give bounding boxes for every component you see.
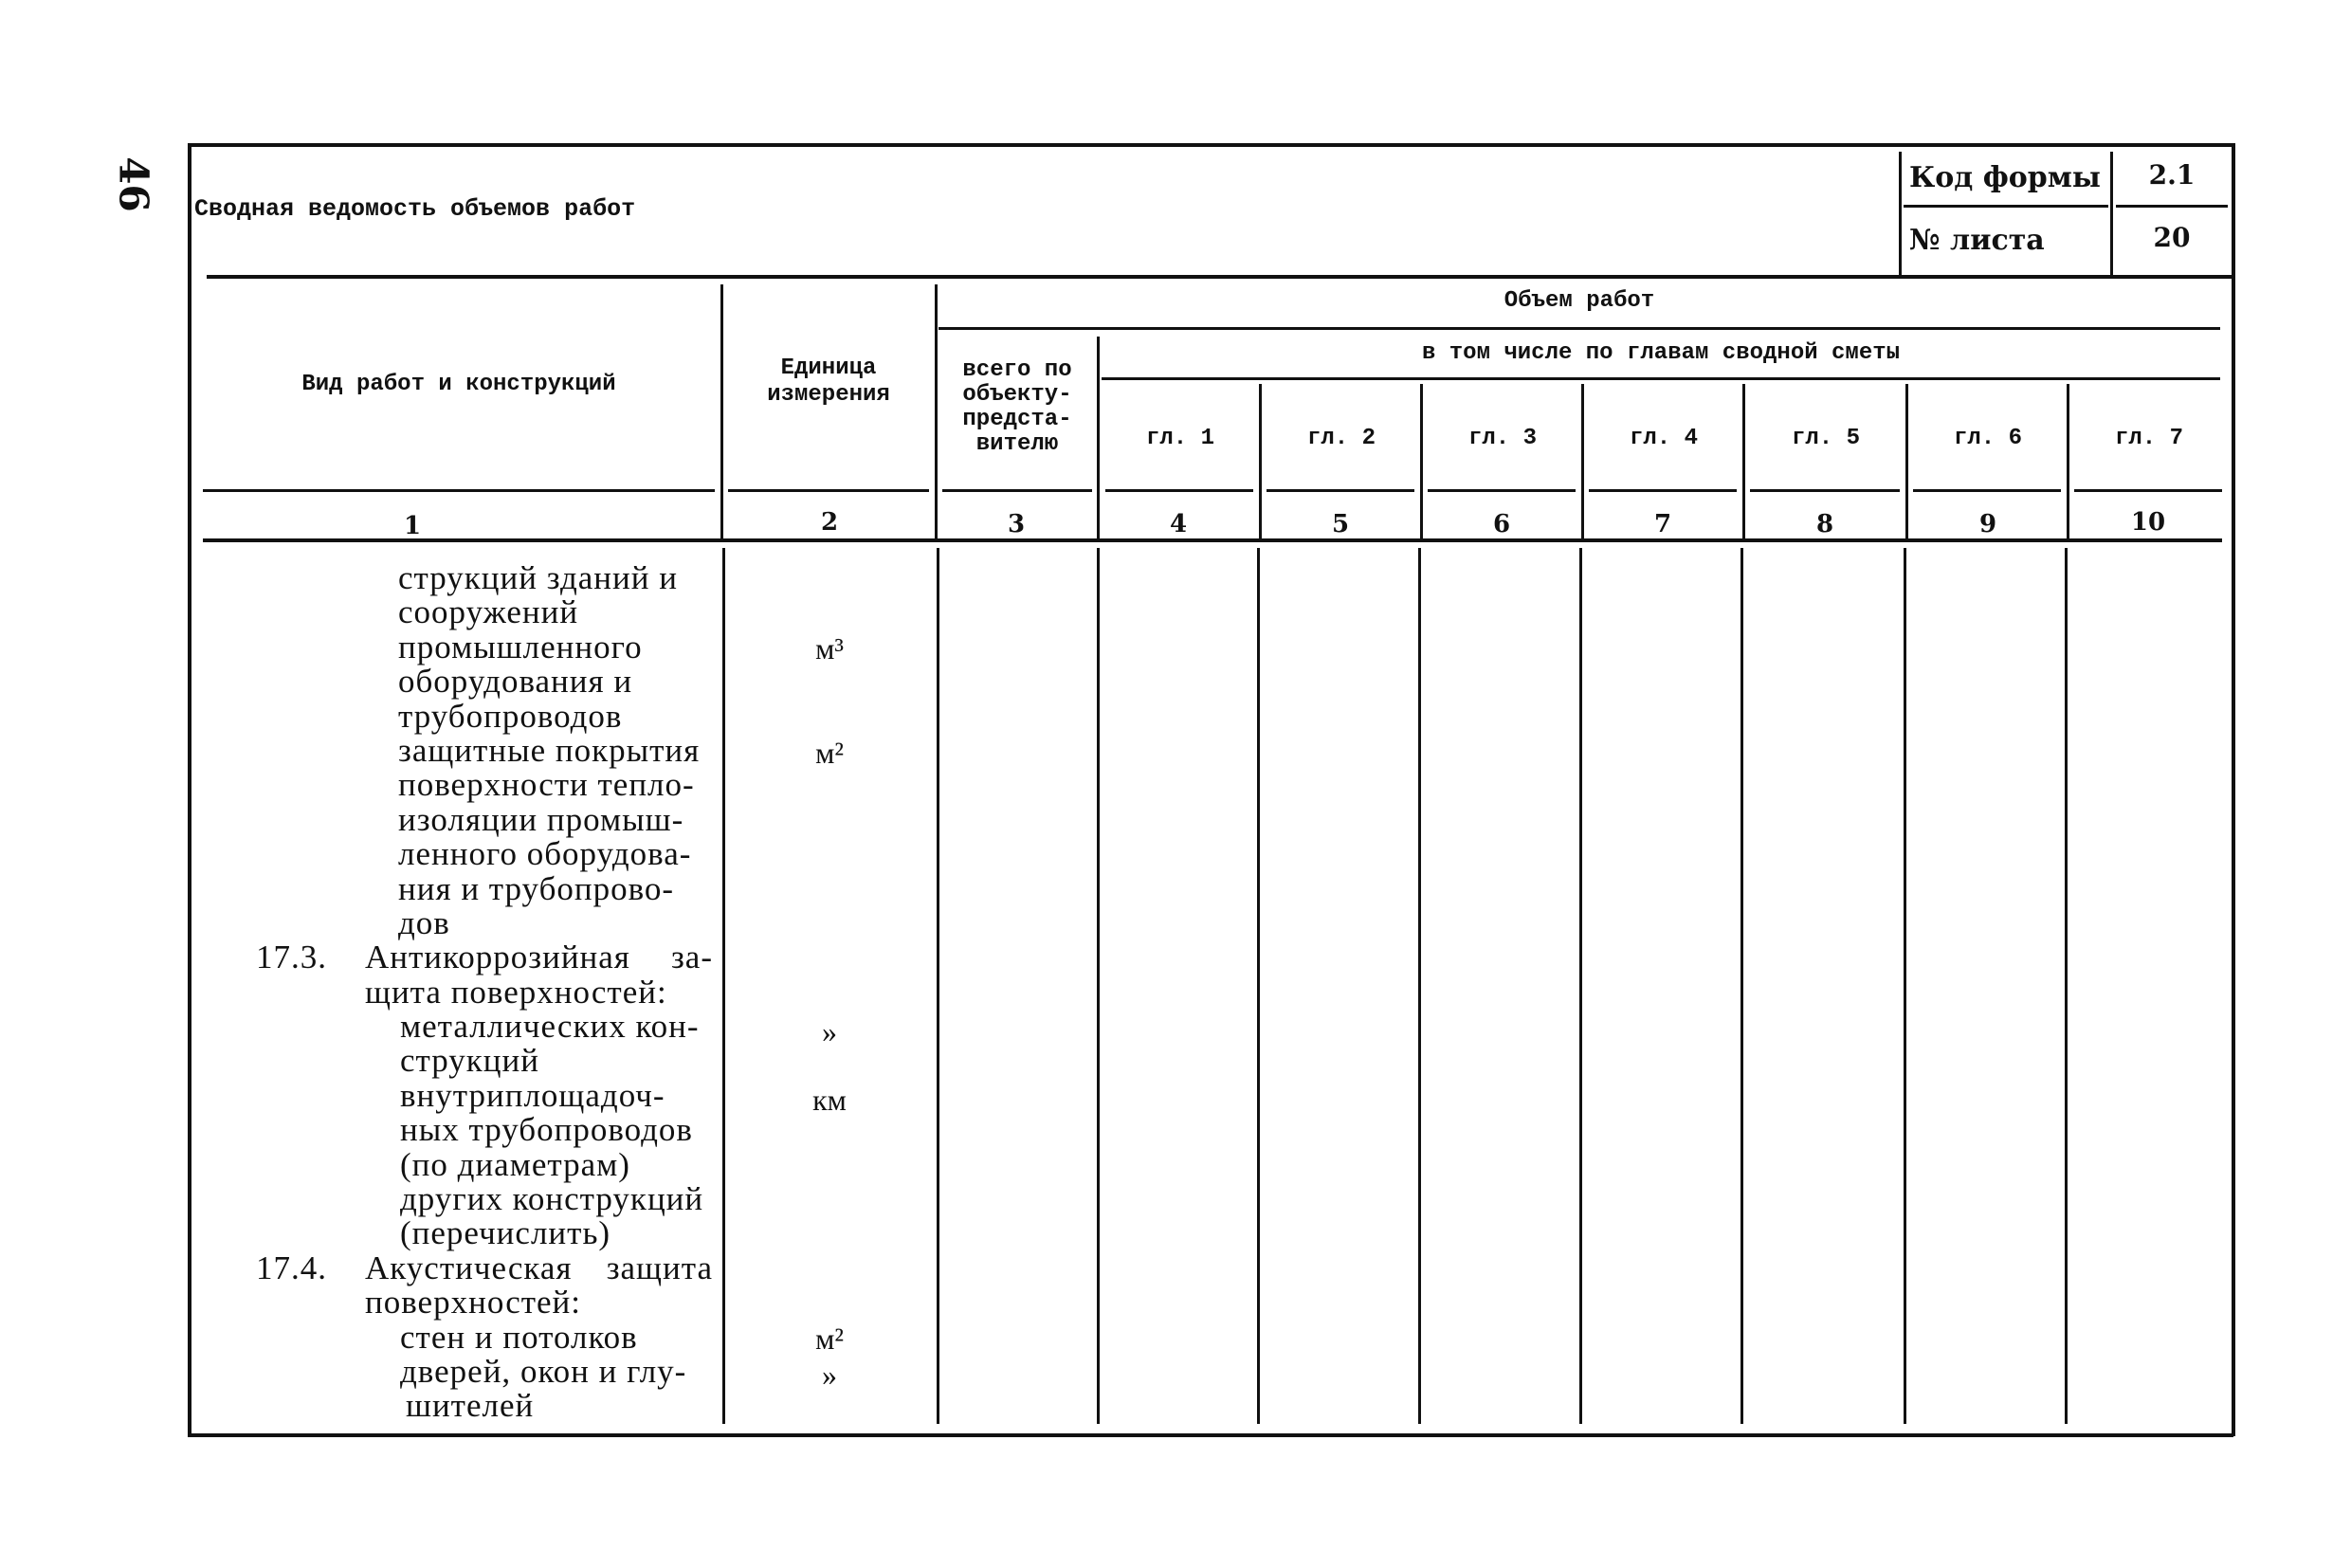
header-total-line3: предста- (962, 407, 1072, 432)
body-sep-6 (1579, 548, 1582, 1424)
body-sep-7 (1740, 548, 1743, 1424)
header-total-line4: вителю (975, 431, 1059, 457)
body-sep-3 (1097, 548, 1100, 1424)
column-number: 5 (1331, 510, 1350, 538)
header-ch5: гл. 5 (1791, 426, 1860, 451)
body-sep-2 (937, 548, 939, 1424)
text-line: струкций (400, 1042, 539, 1080)
text-line (400, 1318, 684, 1356)
word: зданий (546, 559, 650, 596)
unit-value: м³ (815, 631, 844, 665)
volume-rule (939, 327, 2220, 330)
header-underline-1 (203, 489, 715, 492)
header-work-type: Вид работ и конструкций (301, 372, 616, 397)
text-line: трубопроводов (398, 697, 623, 735)
header-underline-6 (1428, 489, 1576, 492)
work-description-block (256, 561, 713, 1424)
text-line (400, 1352, 713, 1390)
text-line: щита поверхностей: (365, 973, 667, 1011)
header-underline-5 (1267, 489, 1414, 492)
body-sep-8 (1904, 548, 1906, 1424)
header-sep-5 (1420, 384, 1423, 540)
body-sep-1 (722, 548, 725, 1424)
header-unit-line1: Единица (780, 356, 877, 381)
header-ch7: гл. 7 (2114, 426, 2183, 451)
form-code-value: 2.1 (2148, 159, 2196, 191)
chapters-rule (1102, 377, 2220, 380)
right-border (2232, 143, 2235, 1436)
header-chapters: в том числе по главам сводной сметы (1421, 340, 1901, 366)
word: кон- (635, 1008, 700, 1046)
text-line (398, 731, 713, 769)
text-line: сооружений (398, 593, 579, 631)
word: защита (606, 1249, 713, 1286)
word: покрытия (555, 731, 701, 769)
header-underline-10 (2074, 489, 2222, 492)
word: оборудования (398, 663, 605, 701)
word: и (659, 559, 678, 596)
unit-value: » (822, 1358, 837, 1392)
text-line (256, 940, 713, 975)
header-underline-7 (1589, 489, 1737, 492)
word: и (613, 663, 633, 701)
bottom-border (188, 1433, 2233, 1437)
header-total-line2: объекту- (962, 382, 1072, 408)
column-numbers-rule (203, 538, 2222, 542)
text-line: поверхностей: (365, 1284, 582, 1322)
header-ch4: гл. 4 (1629, 426, 1698, 451)
text-line: (перечислить) (400, 1214, 611, 1252)
header-top-rule (207, 275, 2232, 279)
text-line: других конструкций (400, 1180, 704, 1218)
header-unit-line2: измерения (767, 382, 890, 408)
word: струкций (398, 559, 538, 596)
header-underline-3 (942, 489, 1092, 492)
word: металлических (400, 1008, 627, 1046)
text-line (398, 869, 713, 907)
header-sep-9 (2067, 384, 2069, 540)
words (365, 940, 713, 975)
left-border (188, 143, 191, 1436)
text-line (398, 665, 713, 699)
code-box-mid (2110, 152, 2113, 275)
text-line (398, 561, 713, 595)
text-line: шителей (406, 1387, 535, 1425)
text-line (398, 837, 713, 871)
sheet-value: 20 (2153, 222, 2191, 253)
column-number: 8 (1815, 510, 1834, 538)
header-sep-8 (1905, 384, 1908, 540)
word: и (461, 869, 481, 907)
section-number: 17.4. (256, 1249, 327, 1286)
column-number: 7 (1653, 510, 1672, 538)
header-ch2: гл. 2 (1306, 426, 1376, 451)
word: за- (670, 939, 713, 976)
header-total-line1: всего по (962, 357, 1072, 383)
word: промыш- (546, 800, 684, 838)
word: изоляции (398, 800, 538, 838)
column-number: 2 (820, 508, 839, 537)
words (365, 1251, 713, 1285)
text-line: (по диаметрам) (400, 1145, 630, 1183)
word: окон (519, 1352, 590, 1390)
word: и глу- (598, 1352, 687, 1390)
text-line: дов (398, 903, 450, 941)
form-code-label: Код формы (1909, 161, 2101, 194)
header-underline-9 (1913, 489, 2061, 492)
header-underline-4 (1105, 489, 1253, 492)
word: Акустическая (365, 1249, 573, 1286)
text-line (398, 768, 713, 802)
word: Антикоррозийная (365, 939, 630, 976)
sheet-label: № листа (1909, 224, 2045, 257)
header-sep-3 (1097, 337, 1100, 540)
header-ch1: гл. 1 (1145, 426, 1214, 451)
header-sep-1 (720, 284, 723, 540)
word: защитные (398, 731, 547, 769)
column-number: 6 (1492, 510, 1511, 538)
text-line (400, 1010, 713, 1044)
word: поверхности (398, 766, 589, 804)
word: тепло- (597, 766, 695, 804)
word: стен (400, 1318, 466, 1356)
header-sep-6 (1581, 384, 1584, 540)
header-sep-2 (935, 284, 938, 540)
unit-value: км (812, 1083, 847, 1117)
code-box-divider (1904, 205, 2108, 208)
body-sep-5 (1418, 548, 1421, 1424)
unit-value: м² (815, 1322, 844, 1356)
column-number: 4 (1169, 510, 1188, 538)
word: ленного (398, 835, 518, 873)
header-volume: Объем работ (1504, 288, 1655, 314)
code-box-divider-right (2116, 205, 2228, 208)
word: дверей, (400, 1352, 512, 1390)
text-line: ных трубопроводов (400, 1111, 693, 1149)
header-sep-7 (1742, 384, 1745, 540)
header-sep-4 (1259, 384, 1262, 540)
header-ch6: гл. 6 (1953, 426, 2022, 451)
unit-value: » (822, 1014, 837, 1048)
top-border (188, 143, 2233, 147)
code-box-left (1899, 152, 1902, 275)
header-underline-8 (1750, 489, 1900, 492)
column-number: 10 (2130, 508, 2166, 537)
word: оборудова- (526, 835, 692, 873)
word: трубопрово- (488, 869, 675, 907)
column-number: 3 (1007, 510, 1026, 538)
text-line (398, 800, 713, 838)
text-line: внутриплощадоч- (400, 1076, 665, 1114)
header-ch3: гл. 3 (1467, 426, 1537, 451)
header-underline-2 (728, 489, 929, 492)
column-number: 1 (403, 512, 422, 540)
column-number: 9 (1978, 510, 1997, 538)
document-title: Сводная ведомость объемов работ (194, 195, 636, 223)
word: и (474, 1318, 494, 1356)
text-line (256, 1251, 713, 1285)
unit-value: м² (815, 736, 844, 770)
text-line: промышленного (398, 628, 643, 665)
page-number: 46 (110, 156, 157, 212)
word: потолков (502, 1318, 638, 1356)
word: ния (398, 869, 452, 907)
section-number: 17.3. (256, 939, 327, 976)
body-sep-9 (2065, 548, 2068, 1424)
body-sep-4 (1257, 548, 1260, 1424)
